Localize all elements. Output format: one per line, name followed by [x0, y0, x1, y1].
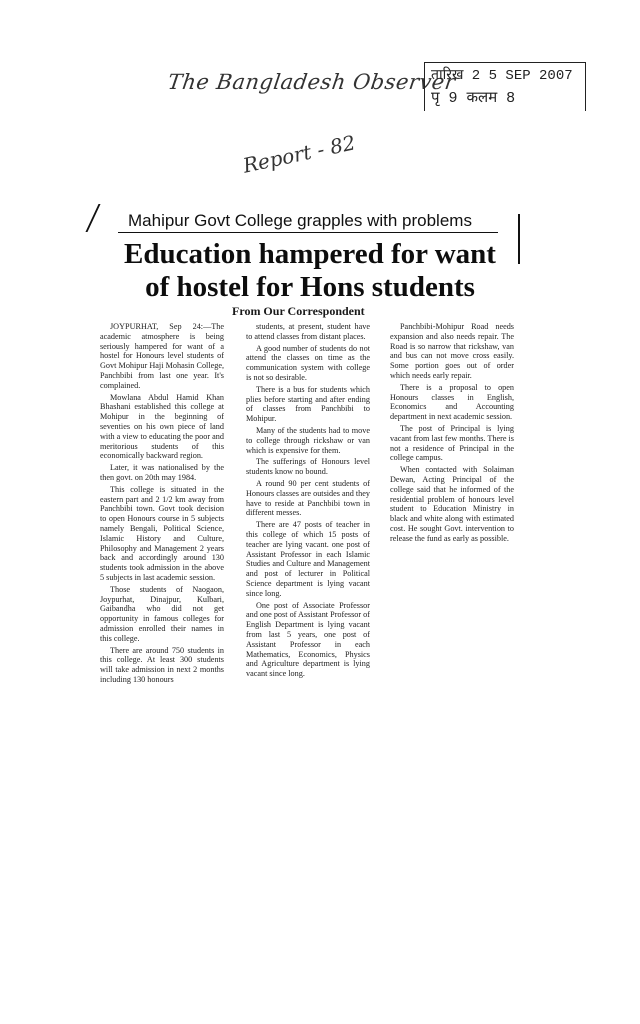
headline-line-2: of hostel for Hons students	[145, 271, 475, 303]
article-headline	[100, 238, 520, 304]
paragraph: There is a bus for students which plies before starting and after ending of classes from Panchbibi to Mohipur.	[246, 384, 370, 424]
paragraph: A round 90 per cent students of Honours classes are outsides and they have to reside at Panchbibi town in different messes.	[246, 478, 370, 518]
article-byline: From Our Correspondent	[232, 304, 365, 318]
paragraph: Later, it was nationalised by the then govt. on 20th may 1984.	[100, 463, 224, 482]
paragraph: Panchbibi-Mohipur Road needs expansion and also needs repair. The Road is so narrow that rickshaw, van and bus can not move cross easily. Some portion goes out of order which needs early repair.	[390, 322, 514, 380]
paragraph: Many of the students had to move to college through rickshaw or van which is expensive for them.	[246, 425, 370, 455]
paragraph: One post of Associate Professor and one post of Assistant Professor of English Department is lying vacant from last 5 years, one post of Assistant Professor in each Mathematics, Economics, Physics and Agriculture department is lying vacant since long.	[246, 600, 370, 679]
article-column-3	[390, 322, 514, 546]
headline-line-1: Education hampered for want	[124, 238, 496, 270]
paragraph: students, at present, student have to attend classes from distant places.	[246, 322, 370, 341]
clipping-mark-left	[85, 204, 128, 232]
paragraph: There are 47 posts of teacher in this college of which 15 posts of teacher are lying vacant. one post of Assistant Professor in each Islamic Studies and Culture and Management and post of lecturer in Political Science department is lying vacant since long.	[246, 520, 370, 598]
article-column-2	[246, 322, 370, 681]
paragraph: The post of Principal is lying vacant from last few months. There is not a residence of Principal in the college campus.	[390, 423, 514, 463]
paragraph: The sufferings of Honours level students know no bound.	[246, 457, 370, 477]
paragraph: Mowlana Abdul Hamid Khan Bhashani established this college at Mohipur in the beginning of seventies on his own piece of land with a view to educating the poor and meritorious students of this economically backward region.	[100, 392, 224, 461]
paragraph: When contacted with Solaiman Dewan, Acting Principal of the college said that he informed of the residential problem of honours level student to Education Ministry in black and white along with estimated cost. He sought Govt. intervention to release the fund as early as possible.	[390, 465, 514, 543]
date-stamp-line1: तारिख 2 5 SEP 2007	[431, 68, 573, 84]
article-kicker: Mahipur Govt College grapples with problems	[128, 211, 472, 230]
paragraph: There is a proposal to open Honours classes in English, Economics and Accounting department in next academic session.	[390, 382, 514, 422]
paragraph: Those students of Naogaon, Joypurhat, Dinajpur, Kulbari, Gaibandha who did not get opportunity in famous colleges for admission enrolled their names in this college.	[100, 584, 224, 643]
paragraph: This college is situated in the eastern part and 2 1/2 km away from Panchbibi town. Govt took decision to open Honours course in 5 subjects namely Bengali, Political Science, Islamic History and Culture, Philosophy and Management 2 years back and accordingly around 130 students took admission in the above 5 subjects in last academic session.	[100, 484, 224, 582]
paragraph: A good number of students do not attend the classes on time as the communication system with college is not so desirable.	[246, 343, 370, 382]
date-stamp-line2: पृ 9 कलम 8	[431, 90, 516, 107]
paragraph: JOYPURHAT, Sep 24:—The academic atmosphere is being seriously hampered for want of a hostel for Honours level students of Govt Mohipur Haji Mohasin College, Panchbibi from last one year. It's complained.	[100, 322, 224, 390]
kicker-underline	[118, 232, 498, 233]
handwritten-note: Report - 82	[240, 130, 358, 178]
article-column-1	[100, 322, 224, 687]
paragraph: There are around 750 students in this college. At least 300 students will take admission in next 2 months including 130 honours	[100, 645, 224, 684]
newspaper-masthead: The Bangladesh Observer	[166, 70, 458, 94]
date-stamp	[424, 62, 586, 111]
